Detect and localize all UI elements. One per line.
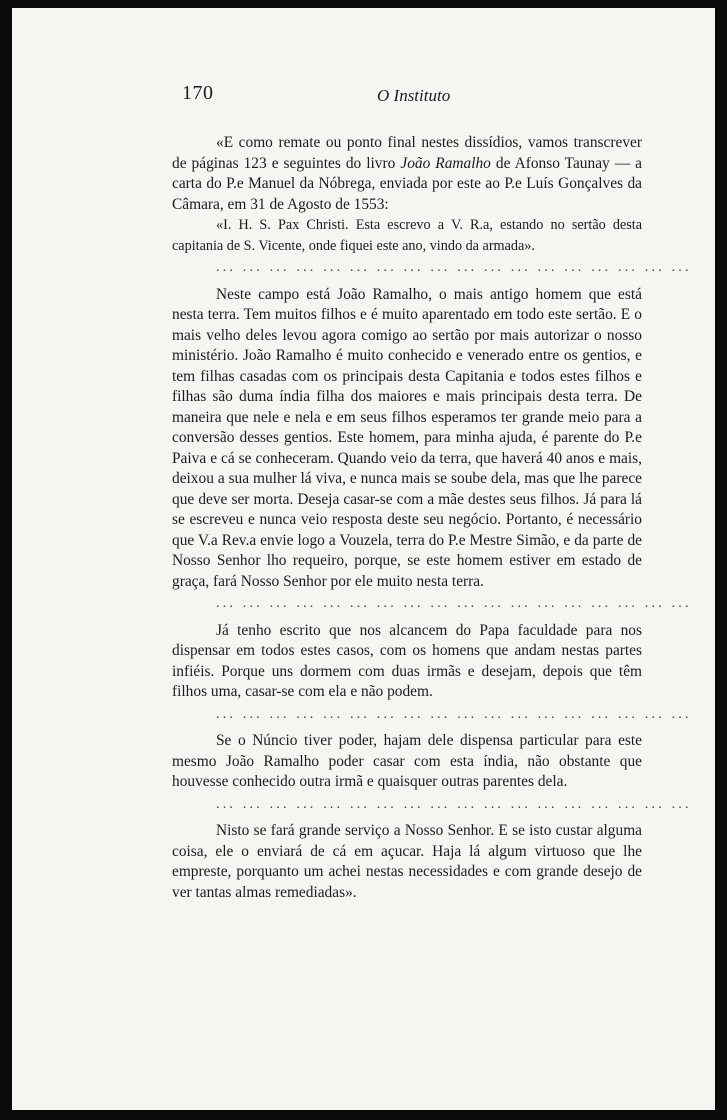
paragraph-servico: Nisto se fará grande serviço a Nosso Senhor. E se isto custar alguma coisa, ele o enviará de cá em açucar. Haja lá algum virtuoso que lhe empreste, porquanto um achei nestas necessidades e com grande desejo de ver tantas almas remediadas». [172, 822, 642, 901]
intro-text-after: de Afonso Taunay — a carta do P.e Manuel da Nóbrega, enviada por este ao P.e Luís Gonçalves da Câmara, em 31 de Agosto de 1553: [172, 154, 642, 213]
body-text [172, 133, 692, 903]
intro-paragraph [172, 133, 642, 215]
page-number: 170 [182, 82, 214, 104]
ellipsis-divider: ... ... ... ... ... ... ... ... ... ... ... ... ... ... ... ... ... ... [216, 706, 692, 722]
paragraph-papa: Já tenho escrito que nos alcancem do Papa faculdade para nos dispensar em todos estes casos, com os homens que andam nestas partes infiéis. Porque uns dormem com duas irmãs e desejam, depois que têm filhos uma, casar-se com ela e não podem. [172, 621, 642, 700]
paragraph-ramalho: Neste campo está João Ramalho, o mais antigo homem que está nesta terra. Tem muitos filhos e é muito aparentado em todo este sertão. E o mais velho deles levou agora comigo ao sertão por mais autorizar o nosso ministério. João Ramalho é muito conhecido e venerado entre os gentios, e tem filhas casadas com os principais desta Capitania e todos estes filhos e filhas são duma índia filha dos maiores e mais principais desta terra. De maneira que nele e nela e em seus filhos esperamos ter grande meio para a conversão desses gentios. Este homem, para minha ajuda, é parente do P.e Paiva e cá se conheceram. Quando veio da terra, que haverá 40 anos e mais, deixou a sua mulher lá viva, e nunca mais se soube dela, mas que lhe parece que deve ser morta. Deseja casar-se com a mãe destes seus filhos. Já para lá se escreveu e nunca veio resposta deste seu negócio. Portanto, é necessário que V.a Rev.a envie logo a Vouzela, terra do P.e Mestre Simão, e da parte de Nosso Senhor lho requeiro, porque, se este homem estiver em estado de graça, fará Nosso Senhor por ele muito nesta terra. [172, 285, 642, 590]
running-title: O Instituto [377, 86, 451, 105]
page-header [182, 82, 642, 112]
intro-text-before: «E como remate ou ponto final nestes dissídios, vamos transcrever de páginas 123 e seguintes do livro [172, 134, 642, 172]
ellipsis-divider: ... ... ... ... ... ... ... ... ... ... ... ... ... ... ... ... ... ... [216, 596, 692, 611]
paragraph-nuncio: Se o Núncio tiver poder, hajam dele dispensa particular para este mesmo João Ramalho poder casar com esta índia, não obstante que houvesse conhecido outra irmã e quaisquer outras parentes dela. [172, 732, 642, 790]
letter-opening: «I. H. S. Pax Christi. Esta escrevo a V. R.a, estando no sertão desta capitania de S. Vicente, onde fiquei este ano, vindo da armada». [172, 217, 642, 254]
ellipsis-divider: ... ... ... ... ... ... ... ... ... ... ... ... ... ... ... ... ... ... [216, 796, 692, 812]
book-title: João Ramalho [400, 154, 491, 172]
ellipsis-divider: ... ... ... ... ... ... ... ... ... ... ... ... ... ... ... ... ... ... [216, 260, 692, 275]
